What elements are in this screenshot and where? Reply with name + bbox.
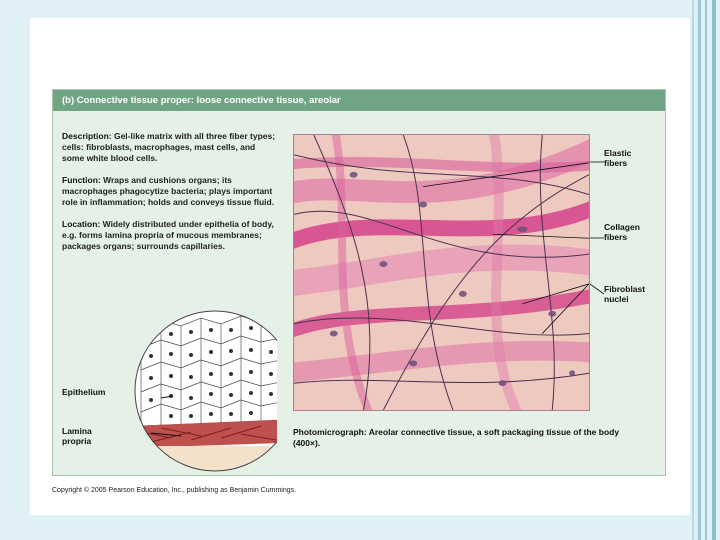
lamina-propria-label-line1: Lamina xyxy=(62,426,92,436)
caption-text: Areolar connective tissue, a soft packaging tissue of the body (400×). xyxy=(293,427,620,448)
elastic-fibers-label-line2: fibers xyxy=(604,158,628,168)
function-block xyxy=(62,175,277,208)
fibroblast-nuclei-label-line2: nuclei xyxy=(604,294,629,304)
text-column xyxy=(62,131,277,263)
function-text: Wraps and cushions organs; its macrophages phagocytize bacteria; plays important role in inflammation; holds and conveys tissue fluid. xyxy=(62,175,275,207)
copyright-notice: Copyright © 2005 Pearson Education, Inc., publishing as Benjamin Cummings. xyxy=(52,487,297,494)
callouts xyxy=(590,134,665,411)
collagen-fibers-label-line1: Collagen xyxy=(604,222,640,232)
photo-caption xyxy=(293,427,633,449)
fibroblast-nuclei-label-line1: Fibroblast xyxy=(604,284,646,294)
collagen-fibers-label-line2: fibers xyxy=(604,232,628,242)
function-label: Function: xyxy=(62,175,101,185)
location-text: Widely distributed under epithelia of body, e.g. forms lamina propria of mucous membranes; packages organs; surrounds capillaries. xyxy=(62,219,274,251)
description-label: Description: xyxy=(62,131,112,141)
decorative-border xyxy=(690,0,720,540)
description-text: Gel-like matrix with all three fiber types; cells: fibroblasts, macrophages, mast cells, and some white blood cells. xyxy=(62,131,276,163)
caption-label: Photomicrograph: xyxy=(293,427,367,437)
callout-lines xyxy=(590,134,604,411)
elastic-fibers-label-line1: Elastic xyxy=(604,148,632,158)
epithelium-label: Epithelium xyxy=(62,387,106,397)
lamina-propria-label-line2: propria xyxy=(62,436,92,446)
location-block xyxy=(62,219,277,252)
description-block xyxy=(62,131,277,164)
photomicrograph xyxy=(293,134,590,411)
location-label: Location: xyxy=(62,219,101,229)
tissue-diagram xyxy=(111,308,277,474)
figure-panel xyxy=(52,89,666,476)
figure-header: (b) Connective tissue proper: loose connective tissue, areolar xyxy=(53,90,665,111)
